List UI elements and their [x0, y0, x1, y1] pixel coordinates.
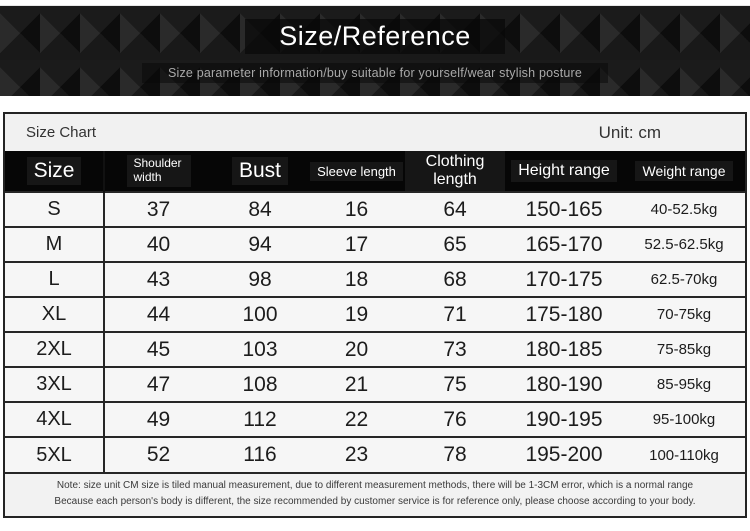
shoulder-cell: 52	[146, 443, 171, 466]
size-cell: XL	[5, 297, 104, 332]
note-line-1: Note: size unit CM size is tiled manual measurement, due to different measurement methods, there will be 1-3CM error, which is a normal range	[56, 480, 694, 491]
col-header-size	[5, 151, 104, 192]
bust-cell: 84	[248, 197, 272, 221]
bust-cell: 103	[242, 337, 278, 361]
shoulder-cell: 47	[146, 372, 171, 396]
note-line-2: Because each person's body is different, the size recommended by customer service is for reference only, please choose according to your body.	[54, 496, 696, 507]
height-cell: 190-195	[525, 407, 603, 431]
weight-cell: 62.5-70kg	[650, 271, 718, 288]
size-cell: S	[5, 192, 104, 227]
size-cell: 5XL	[5, 437, 104, 472]
clothing-cell: 75	[443, 372, 467, 396]
shoulder-cell: 44	[146, 302, 171, 326]
weight-cell: 85-95kg	[656, 376, 712, 393]
clothing-cell: 64	[443, 197, 467, 221]
sleeve-cell: 23	[344, 443, 369, 466]
weight-cell: 40-52.5kg	[650, 201, 718, 218]
shoulder-cell: 43	[146, 267, 171, 291]
col-header-bust	[212, 151, 308, 192]
table-row-3xl	[5, 367, 745, 402]
shoulder-cell: 49	[146, 407, 171, 431]
weight-cell: 75-85kg	[656, 341, 712, 358]
sleeve-cell: 17	[344, 232, 369, 256]
size-chart-panel	[3, 112, 747, 518]
sleeve-cell: 21	[344, 372, 369, 396]
size-cell: 2XL	[5, 332, 104, 367]
clothing-cell: 65	[443, 232, 467, 256]
height-cell: 195-200	[525, 443, 603, 466]
clothing-cell: 78	[443, 443, 467, 466]
weight-cell: 100-110kg	[649, 446, 719, 464]
note	[5, 472, 745, 516]
height-cell: 180-190	[525, 372, 603, 396]
bust-cell: 94	[248, 232, 272, 256]
sleeve-cell: 22	[344, 407, 369, 431]
panel-title: Size Chart	[26, 124, 97, 141]
size-cell: L	[5, 262, 104, 297]
panel-header	[5, 114, 745, 151]
weight-cell: 52.5-62.5kg	[644, 236, 724, 253]
height-cell: 180-185	[525, 337, 603, 361]
col-header-height-range	[505, 151, 623, 192]
page-subtitle: Size parameter information/buy suitable for yourself/wear stylish posture	[142, 63, 608, 83]
table-row-xl	[5, 297, 745, 332]
page-title: Size/Reference	[245, 19, 505, 54]
col-header-weight-range-label: Weight range	[635, 161, 732, 181]
table-row-m	[5, 227, 745, 262]
bust-cell: 112	[243, 407, 277, 431]
col-header-bust-label: Bust	[232, 157, 288, 185]
col-header-shoulder-width	[104, 151, 212, 192]
shoulder-cell: 37	[146, 197, 171, 221]
size-cell: M	[5, 227, 104, 262]
shoulder-cell: 40	[146, 232, 171, 256]
col-header-weight-range	[623, 151, 745, 192]
size-cell: 4XL	[5, 402, 104, 437]
clothing-cell: 73	[443, 337, 467, 361]
table-row-l	[5, 262, 745, 297]
size-cell: 3XL	[5, 367, 104, 402]
bust-cell: 100	[242, 302, 278, 326]
unit-label: Unit: cm	[598, 122, 661, 142]
banner	[0, 6, 750, 96]
col-header-shoulder-width-label: Shoulder width	[127, 155, 191, 187]
table-row-2xl	[5, 332, 745, 367]
height-cell: 150-165	[525, 197, 603, 221]
col-header-height-range-label: Height range	[511, 160, 617, 182]
height-cell: 170-175	[525, 267, 603, 291]
height-cell: 165-170	[525, 232, 603, 256]
clothing-cell: 71	[443, 302, 467, 326]
table-row-5xl	[5, 437, 745, 472]
weight-cell: 95-100kg	[652, 411, 716, 428]
clothing-cell: 68	[443, 267, 467, 291]
col-header-sleeve-length	[308, 151, 405, 192]
bust-cell: 116	[243, 443, 277, 466]
table-header-row	[5, 151, 745, 192]
sleeve-cell: 19	[344, 302, 369, 326]
col-header-clothing-length-label: Clothing length	[405, 151, 505, 191]
height-cell: 175-180	[525, 302, 603, 326]
sleeve-cell: 16	[344, 197, 369, 221]
col-header-size-label: Size	[27, 157, 82, 185]
table-row-s	[5, 192, 745, 227]
bust-cell: 108	[242, 372, 278, 396]
table-row-4xl	[5, 402, 745, 437]
shoulder-cell: 45	[146, 337, 171, 361]
sleeve-cell: 18	[344, 267, 369, 291]
size-table	[5, 151, 745, 472]
clothing-cell: 76	[443, 407, 467, 431]
sleeve-cell: 20	[344, 337, 369, 361]
col-header-sleeve-length-label: Sleeve length	[310, 162, 403, 181]
col-header-clothing-length	[405, 151, 505, 192]
bust-cell: 98	[248, 267, 272, 291]
weight-cell: 70-75kg	[656, 306, 712, 323]
